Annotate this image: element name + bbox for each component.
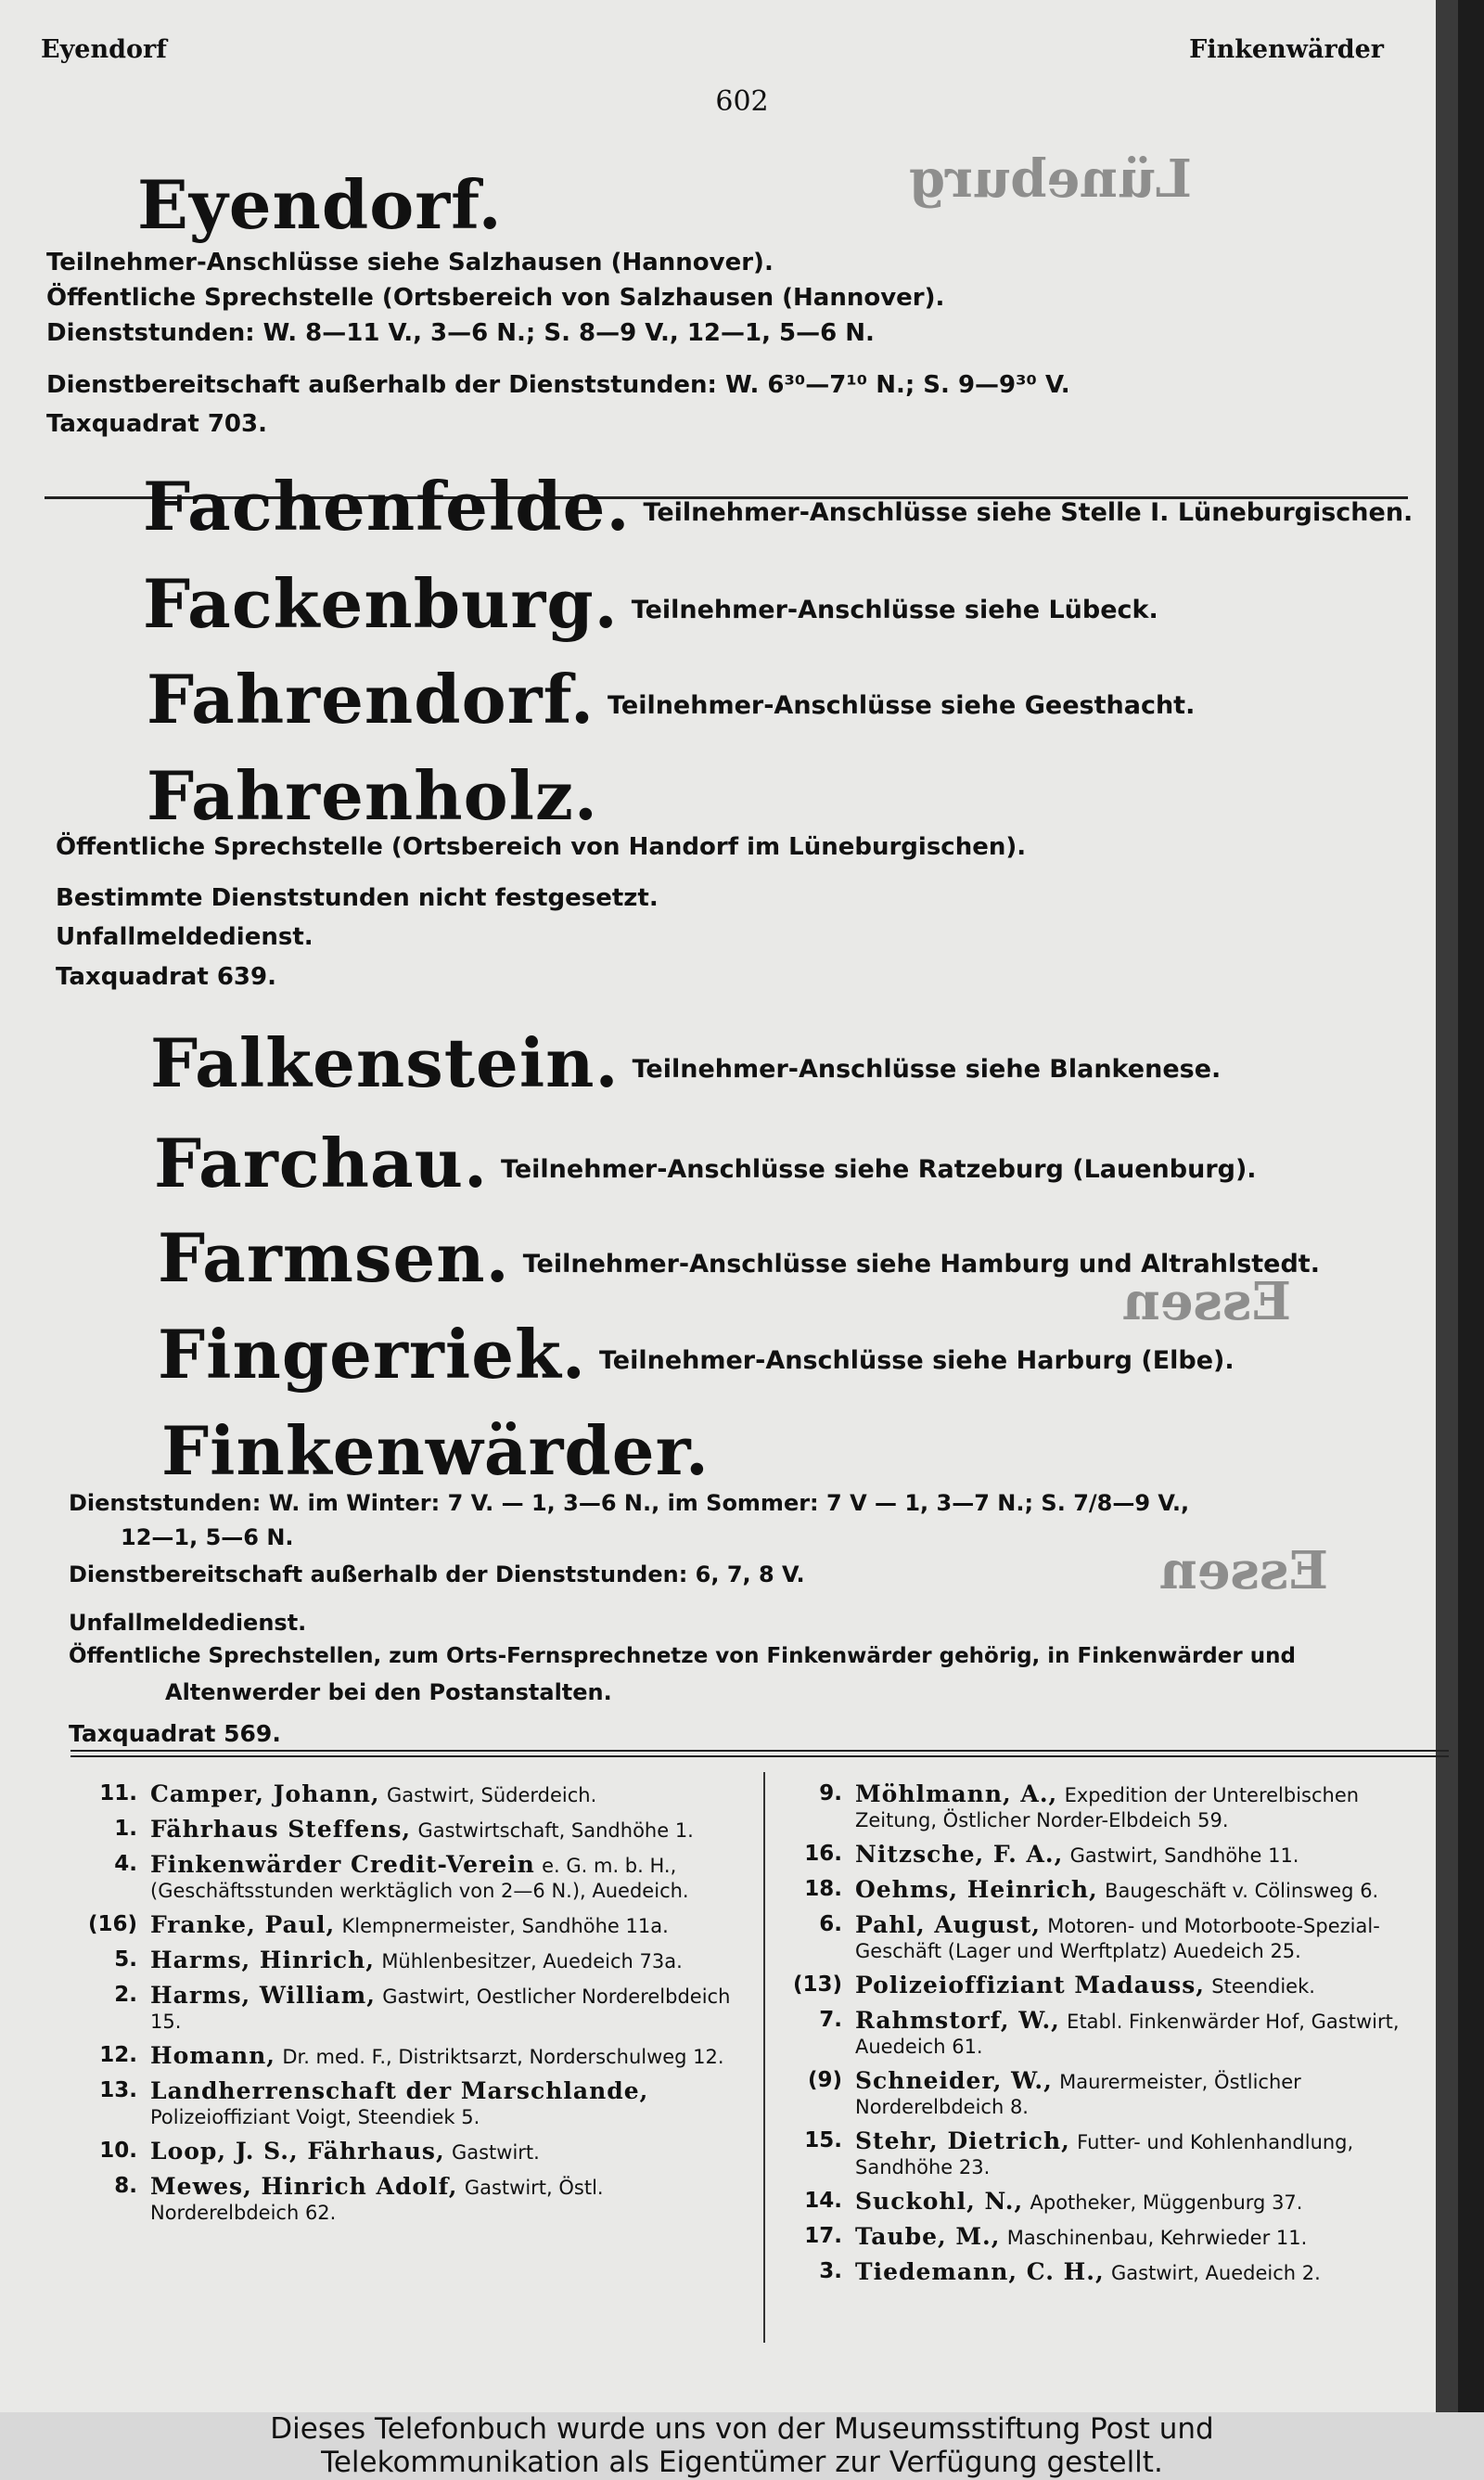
place-name: Fachenfelde. (143, 467, 631, 546)
subscriber-number: (16) (87, 1912, 137, 1936)
place-farmsen (158, 1218, 1320, 1297)
subscriber-name: Landherrenschaft der Marschlande, (150, 2077, 649, 2104)
subscriber-description: Gastwirtschaft, Sandhöhe 1. (417, 1819, 694, 1842)
subscriber-entry (777, 2068, 1445, 2120)
subscriber-number: 10. (99, 2139, 137, 2163)
subscriber-number: 2. (114, 1983, 137, 2007)
subscriber-entry (777, 2259, 1445, 2286)
subscriber-text (855, 2008, 1445, 2060)
fahrenholz-line-1: Öffentliche Sprechstelle (Ortsbereich von Handorf im Lüneburgischen). (56, 833, 1027, 861)
subscriber-number: 6. (819, 1912, 842, 1936)
footer-line-2: Telekommunikation als Eigentümer zur Verfügung gestellt. (321, 2446, 1163, 2479)
subscriber-text (855, 1781, 1445, 1833)
finkenwaerder-line-7: Taxquadrat 569. (69, 1720, 281, 1747)
subscriber-number: 11. (99, 1781, 137, 1805)
subscriber-number: 4. (114, 1852, 137, 1876)
place-reference: Teilnehmer-Anschlüsse siehe Stelle I. Lüneburgischen. (643, 497, 1414, 527)
footer-line-1: Dieses Telefonbuch wurde uns von der Museumsstiftung Post und (270, 2412, 1214, 2446)
subscriber-text (150, 2043, 740, 2070)
running-head-right: Finkenwärder (1189, 35, 1384, 64)
eyendorf-line-4: Dienstbereitschaft außerhalb der Dienststunden: W. 6³⁰—7¹⁰ N.; S. 9—9³⁰ V. (46, 371, 1070, 399)
subscriber-entry (72, 1852, 740, 1904)
subscriber-description: Futter- und Kohlenhandlung, Sandhöhe 23. (855, 2131, 1354, 2178)
subscriber-entry (72, 2139, 740, 2165)
place-farchau (154, 1124, 1257, 1202)
subscriber-name: Franke, Paul, (150, 1911, 336, 1938)
subscriber-name: Homann, (150, 2042, 276, 2069)
subscriber-entry (777, 1912, 1445, 1964)
subscriber-description: Gastwirt. (451, 2141, 540, 2164)
subscriber-name: Finkenwärder Credit-Verein (150, 1851, 535, 1878)
place-reference: Teilnehmer-Anschlüsse siehe Geesthacht. (608, 690, 1196, 720)
subscriber-name: Suckohl, N., (855, 2188, 1024, 2215)
subscriber-description: Gastwirt, Östl. Norderelbdeich 62. (150, 2177, 604, 2224)
subscriber-text (855, 1877, 1445, 1904)
subscriber-description: e. G. m. b. H., (Geschäftsstunden werktäglich von 2—6 N.), Auedeich. (150, 1855, 689, 1902)
place-name: Falkenstein. (150, 1023, 620, 1102)
place-name: Fingerriek. (158, 1315, 586, 1394)
subscriber-text (855, 2128, 1445, 2180)
place-reference: Teilnehmer-Anschlüsse siehe Blankenese. (632, 1054, 1222, 1084)
finkenwaerder-line-6: Altenwerder bei den Postanstalten. (165, 1679, 612, 1705)
subscriber-entry (72, 1817, 740, 1844)
subscriber-entry (72, 2078, 740, 2130)
subscriber-entry (777, 2224, 1445, 2251)
column-divider (763, 1772, 765, 2343)
finkenwaerder-line-5: Öffentliche Sprechstellen, zum Orts-Fernsprechnetze von Finkenwärder gehörig, in Finkenwärder und (69, 1644, 1296, 1668)
subscriber-list (72, 1772, 1445, 2347)
subscriber-entry (72, 2043, 740, 2070)
fahrenholz-line-3: Unfallmeldedienst. (56, 923, 313, 951)
place-name: Fahrendorf. (147, 660, 595, 739)
subscriber-text (150, 1947, 740, 1974)
subscriber-number: 15. (804, 2128, 842, 2152)
fahrenholz-line-4: Taxquadrat 639. (56, 963, 276, 991)
subscriber-text (150, 1912, 740, 1939)
place-fahrenholz: Fahrenholz. (147, 756, 598, 835)
eyendorf-line-1: Teilnehmer-Anschlüsse siehe Salzhausen (Hannover). (46, 249, 774, 276)
subscriber-name: Harms, William, (150, 1982, 376, 2009)
subscriber-number: 5. (114, 1947, 137, 1972)
subscriber-name: Pahl, August, (855, 1911, 1041, 1938)
page-number: 602 (715, 85, 769, 118)
place-reference: Teilnehmer-Anschlüsse siehe Hamburg und Altrahlstedt. (522, 1249, 1320, 1279)
subscriber-description: Apotheker, Müggenburg 37. (1030, 2191, 1303, 2214)
subscriber-description: Gastwirt, Sandhöhe 11. (1069, 1844, 1299, 1867)
subscriber-description: Klempnermeister, Sandhöhe 11a. (341, 1915, 669, 1937)
subscriber-text (855, 2189, 1445, 2216)
subscriber-text (150, 1852, 740, 1904)
subscriber-number: 13. (99, 2078, 137, 2102)
subscriber-text (855, 1972, 1445, 1999)
subscriber-description: Expedition der Unterelbischen Zeitung, Östlicher Norder-Elbdeich 59. (855, 1784, 1360, 1831)
subscriber-name: Rahmstorf, W., (855, 2007, 1060, 2034)
subscriber-name: Schneider, W., (855, 2067, 1053, 2094)
place-fingerriek (158, 1315, 1235, 1394)
subscriber-entry (777, 1877, 1445, 1904)
subscriber-rule-top (70, 1750, 1449, 1752)
place-eyendorf: Eyendorf. (137, 165, 503, 244)
subscriber-description: Dr. med. F., Distriktsarzt, Norderschulweg 12. (282, 2046, 724, 2068)
subscriber-name: Harms, Hinrich, (150, 1947, 375, 1973)
subscriber-name: Polizeioffiziant Madauss, (855, 1972, 1205, 1998)
archive-credit-footer (0, 2412, 1484, 2480)
subscriber-text (150, 1781, 740, 1808)
place-falkenstein (150, 1023, 1222, 1102)
subscriber-description: Maurermeister, Östlicher Norderelbdeich 8. (855, 2071, 1301, 2118)
subscriber-text (150, 1817, 740, 1844)
eyendorf-line-3: Dienststunden: W. 8—11 V., 3—6 N.; S. 8—9 V., 12—1, 5—6 N. (46, 319, 875, 347)
subscriber-entry (777, 2189, 1445, 2216)
place-reference: Teilnehmer-Anschlüsse siehe Ratzeburg (Lauenburg). (501, 1154, 1257, 1184)
place-reference: Teilnehmer-Anschlüsse siehe Lübeck. (631, 595, 1158, 624)
subscriber-text (150, 2174, 740, 2226)
subscriber-number: 17. (804, 2224, 842, 2248)
place-name: Fackenburg. (143, 564, 619, 643)
subscriber-text (855, 2224, 1445, 2251)
subscriber-description: Mühlenbesitzer, Auedeich 73a. (381, 1950, 683, 1972)
subscriber-entry (777, 1842, 1445, 1869)
subscriber-entry (777, 2128, 1445, 2180)
subscriber-name: Taube, M., (855, 2223, 1001, 2250)
subscriber-description: Motoren- und Motorboote-Spezial-Geschäft (Lager und Werftplatz) Auedeich 25. (855, 1915, 1380, 1962)
eyendorf-line-5: Taxquadrat 703. (46, 410, 267, 438)
running-head-left: Eyendorf (41, 35, 167, 64)
subscriber-number: 14. (804, 2189, 842, 2213)
subscriber-number: 7. (819, 2008, 842, 2032)
subscriber-name: Loop, J. S., Fährhaus, (150, 2138, 445, 2165)
place-name: Farmsen. (158, 1218, 510, 1297)
subscriber-text (855, 1912, 1445, 1964)
finkenwaerder-line-4: Unfallmeldedienst. (69, 1610, 307, 1636)
fahrenholz-line-2: Bestimmte Dienststunden nicht festgesetzt. (56, 884, 659, 912)
subscriber-description: Gastwirt, Auedeich 2. (1111, 2262, 1321, 2284)
subscriber-name: Stehr, Dietrich, (855, 2127, 1070, 2154)
eyendorf-line-2: Öffentliche Sprechstelle (Ortsbereich von Salzhausen (Hannover). (46, 284, 945, 312)
place-name: Farchau. (154, 1124, 489, 1202)
subscriber-description: Etabl. Finkenwärder Hof, Gastwirt, Auedeich 61. (855, 2011, 1400, 2058)
subscriber-text (150, 1983, 740, 2035)
subscriber-number: 16. (804, 1842, 842, 1866)
subscriber-text (150, 2078, 740, 2130)
bleed-through-heading: Lüneburg (909, 148, 1192, 210)
subscriber-entry (777, 1972, 1445, 1999)
subscriber-number: 1. (114, 1817, 137, 1841)
subscriber-entry (777, 2008, 1445, 2060)
subscriber-rule-bottom (70, 1755, 1449, 1757)
subscriber-entry (72, 1947, 740, 1974)
subscriber-name: Mewes, Hinrich Adolf, (150, 2173, 458, 2200)
subscriber-text (855, 2068, 1445, 2120)
subscriber-column-left (72, 1781, 740, 2234)
finkenwaerder-line-2: 12—1, 5—6 N. (121, 1524, 294, 1550)
subscriber-column-right (777, 1781, 1445, 2294)
subscriber-entry (777, 1781, 1445, 1833)
subscriber-entry (72, 2174, 740, 2226)
place-fachenfelde (143, 467, 1414, 546)
subscriber-entry (72, 1912, 740, 1939)
subscriber-entry (72, 1983, 740, 2035)
place-finkenwaerder: Finkenwärder. (161, 1411, 710, 1490)
subscriber-number: 18. (804, 1877, 842, 1901)
place-reference: Teilnehmer-Anschlüsse siehe Harburg (Elbe). (598, 1345, 1235, 1375)
subscriber-description: Gastwirt, Oestlicher Norderelbdeich 15. (150, 1985, 731, 2033)
subscriber-name: Tiedemann, C. H., (855, 2258, 1105, 2285)
place-fahrendorf (147, 660, 1196, 739)
subscriber-number: 9. (819, 1781, 842, 1805)
subscriber-text (855, 1842, 1445, 1869)
subscriber-description: Maschinenbau, Kehrwieder 11. (1006, 2227, 1308, 2249)
subscriber-name: Oehms, Heinrich, (855, 1876, 1098, 1903)
subscriber-description: Baugeschäft v. Cölinsweg 6. (1105, 1880, 1379, 1902)
subscriber-text (150, 2139, 740, 2165)
subscriber-number: 12. (99, 2043, 137, 2067)
subscriber-entry (72, 1781, 740, 1808)
finkenwaerder-line-3: Dienstbereitschaft außerhalb der Dienststunden: 6, 7, 8 V. (69, 1561, 805, 1587)
subscriber-number: 3. (819, 2259, 842, 2283)
subscriber-name: Nitzsche, F. A., (855, 1841, 1064, 1868)
finkenwaerder-line-1: Dienststunden: W. im Winter: 7 V. — 1, 3—6 N., im Sommer: 7 V — 1, 3—7 N.; S. 7/8—9 V., (69, 1490, 1190, 1516)
subscriber-number: 8. (114, 2174, 137, 2198)
place-fackenburg (143, 564, 1158, 643)
subscriber-description: Gastwirt, Süderdeich. (386, 1784, 597, 1806)
subscriber-description: Polizeioffiziant Voigt, Steendiek 5. (150, 2106, 480, 2128)
bleed-through-heading-2: Essen (1122, 1271, 1292, 1332)
subscriber-text (855, 2259, 1445, 2286)
subscriber-number: (13) (792, 1972, 842, 1997)
subscriber-name: Fährhaus Steffens, (150, 1816, 412, 1843)
subscriber-number: (9) (807, 2068, 842, 2092)
subscriber-name: Camper, Johann, (150, 1780, 380, 1807)
subscriber-name: Möhlmann, A., (855, 1780, 1058, 1807)
subscriber-description: Steendiek. (1211, 1975, 1315, 1998)
bleed-through-heading-3: Essen (1159, 1540, 1329, 1601)
